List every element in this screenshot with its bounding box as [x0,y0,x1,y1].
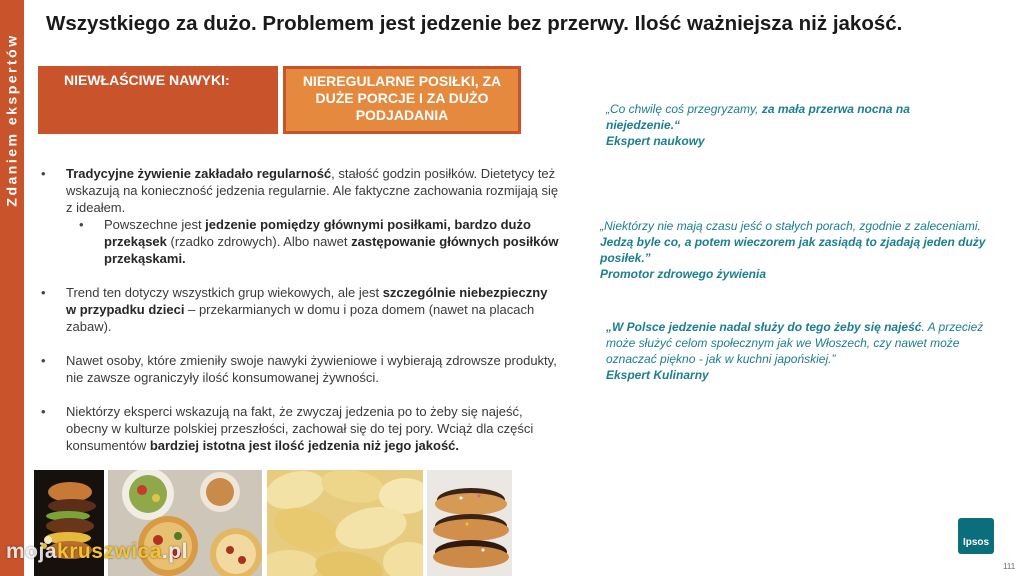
side-accent-bar [0,0,24,576]
quote-text: „Co chwilę coś przegryzamy, [606,102,762,116]
bullet-text: Trend ten dotyczy wszystkich grup wiekowych, ale jest [66,285,383,300]
bullet-text: Nawet osoby, które zmieniły swoje nawyki żywieniowe i wybierają zdrowsze produkty, nie zawsze ograniczyły ilość konsumowanej żywności. [66,353,557,385]
expert-quote [600,218,990,282]
bullet-text: , stałość godzin posiłków. Dietetycy też wskazują na konieczność jedzenia regularnie. Ale faktyczne zachowania rozmijają się z ideałem. [66,166,559,215]
bullet-text: (rzadko zdrowych). Albo nawet [166,234,352,249]
topic-box [283,66,521,134]
bullet-item [40,284,560,335]
category-label-box [38,66,278,134]
expert-quote [606,319,1006,383]
bullet-bold: jedzenie pomiędzy głównymi posiłkami, bardzo dużo przekąsek [104,217,531,249]
expert-quote [606,101,976,149]
bullet-item [40,352,560,386]
watermark-part: kruszwica [57,540,162,563]
bullet-bold: zastępowanie głównych posiłków przekąskami. [104,234,559,266]
donuts-photo [427,470,512,576]
quote-bold: „W Polsce jedzenie nadal służy do tego żeby się najeść [606,320,922,334]
bullet-item [40,403,560,454]
quote-author: Ekspert Kulinarny [606,368,709,382]
bullet-bold: bardziej istotna jest ilość jedzenia niż jego jakość. [149,438,460,453]
bullet-text: – przekarmianych w domu i poza domem (nawet na placach zabaw). [66,302,535,334]
sidebar-label: Zdaniem ekspertów [4,33,21,207]
bullet-list [40,165,560,454]
page-title: Wszystkiego za dużo. Problemem jest jedzenie bez przerwy. Ilość ważniejsza niż jakość. [46,12,903,35]
watermark [6,540,188,564]
ipsos-logo [958,518,994,554]
sub-bullet-item [40,216,560,267]
chips-photo [267,470,423,576]
bullet-text: Powszechne jest [104,217,206,232]
bullet-bold: Tradycyjne żywienie zakładało regularność [66,166,332,181]
quote-text: . A przecież może służyć celom społecznym jak we Włoszech, czy nawet może oznaczać piękno - jak w kuchni japońskiej.” [606,320,984,366]
quote-author: Ekspert naukowy [606,134,705,148]
bullet-item [40,165,560,216]
quote-bold: Jedzą byle co, a potem wieczorem jak zasiądą to zjadają jeden duży posiłek.” [600,235,986,265]
category-label: NIEWŁAŚCIWE NAWYKI: [64,72,230,88]
topic-label: NIEREGULARNE POSIŁKI, ZA DUŻE PORCJE I ZA DUŻO PODJADANIA [302,73,502,123]
watermark-part: moja [6,540,58,563]
quote-bold: za mała przerwa nocna na niejedzenie.“ [606,102,910,132]
quote-text: „Niektórzy nie mają czasu jeść o stałych porach, zgodnie z zaleceniami. [600,219,981,233]
bullet-bold: szczególnie niebezpieczny w przypadku dzieci [66,285,548,317]
bullet-text: Niektórzy eksperci wskazują na fakt, że zwyczaj jedzenia po to żeby się najeść, obecny w kulturze polskiej przeszłości, zachował się do tej pory. Wciąż dla części konsumentów [66,404,534,453]
page-number: 111 [1003,562,1016,571]
quote-author: Promotor zdrowego żywienia [600,267,767,281]
sidebar-label-wrap [0,0,24,240]
watermark-part: .pl [161,540,188,563]
logo-text: Ipsos [962,537,990,548]
